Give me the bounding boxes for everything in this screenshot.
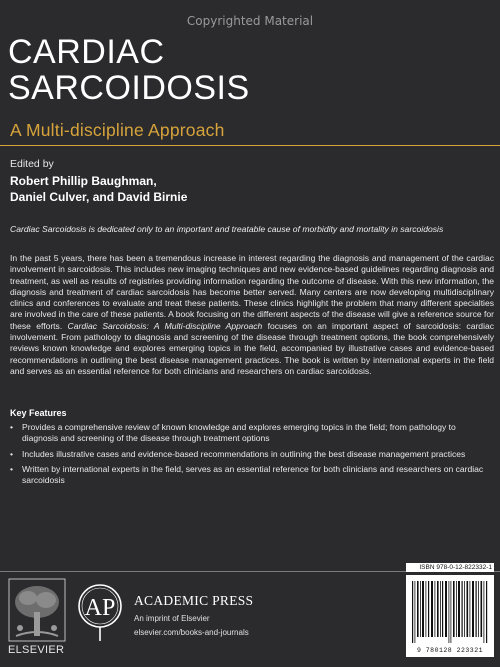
academic-press-name: ACADEMIC PRESS bbox=[134, 593, 254, 608]
barcode-bars bbox=[406, 575, 494, 645]
title-line-1: CARDIAC bbox=[8, 33, 165, 71]
editor-names-line-2: Daniel Culver, and David Birnie bbox=[10, 190, 188, 204]
copyright-watermark: Copyrighted Material bbox=[186, 14, 314, 28]
publisher-url: elsevier.com/books-and-journals bbox=[134, 628, 249, 637]
svg-text:AP: AP bbox=[84, 595, 116, 621]
key-features-heading: Key Features bbox=[10, 408, 67, 418]
editor-names-line-1: Robert Phillip Baughman, bbox=[10, 174, 157, 188]
barcode-icon bbox=[406, 575, 494, 657]
title-line-2: SARCOIDOSIS bbox=[8, 69, 250, 107]
imprint-text: An imprint of Elsevier bbox=[134, 614, 210, 623]
edited-by-label: Edited by bbox=[10, 158, 54, 170]
description-book-title: Cardiac Sarcoidosis: A Multi-discipline Approach bbox=[67, 320, 263, 331]
academic-press-logo-icon bbox=[75, 584, 125, 642]
key-feature-item: • Provides a comprehensive review of known knowledge and explores emerging topics in the field; from pathology to diagnosis and screening of the disease through treatment options bbox=[10, 422, 494, 445]
barcode-digits: 9 780128 223321 bbox=[416, 647, 483, 654]
elsevier-wordmark: ELSEVIER bbox=[8, 644, 65, 656]
description-part-2: focuses on an important aspect of sarcoidosis: cardiac involvement. From pathology to diagnosis and screening of the disease through treatment options, the book comprehensively reviews known knowledge and explores emerging topics in the field, accompanied by illustrative cases and evidence-based recommendations in outlining the best disease management practices. The book is written by international experts in the field and serves as an essential reference for both clinicians and researchers on cardiac sarcoidosis. bbox=[10, 320, 494, 376]
book-title bbox=[8, 34, 250, 106]
book-subtitle: A Multi-discipline Approach bbox=[10, 120, 225, 140]
key-feature-item: • Written by international experts in the field, serves as an essential reference for both clinicians and researchers on cardiac sarcoidosis bbox=[10, 464, 494, 487]
description-part-1: In the past 5 years, there has been a tremendous increase in interest regarding the diagnosis and management of the cardiac involvement in sarcoidosis. This includes new imaging techniques and new evidence-based guidelines regarding diagnosis and treatment, as well as results of registries providing information regarding the outcome of disease. With this new information, the diagnosis and treatment of cardiac sarcoidosis has become better served. Many centers are now developing multidisciplinary clinics and conferences to evaluate and treat these patients. These clinics highlight the problem that many different specialties are involved in the care of these patients. A book focusing on the different aspects of the disease will give a reference source for these efforts. bbox=[10, 253, 494, 331]
key-feature-item: • Includes illustrative cases and evidence-based recommendations in outlining the best disease management practices bbox=[10, 449, 494, 460]
dedication-text: Cardiac Sarcoidosis is dedicated only to an important and treatable cause of morbidity and mortality in sarcoidosis bbox=[10, 224, 444, 234]
isbn-label: ISBN 978-0-12-822332-1 bbox=[406, 563, 494, 572]
gold-divider bbox=[0, 145, 500, 146]
editors-block bbox=[10, 158, 187, 205]
description-paragraph bbox=[10, 253, 494, 377]
key-features-list bbox=[10, 422, 494, 490]
